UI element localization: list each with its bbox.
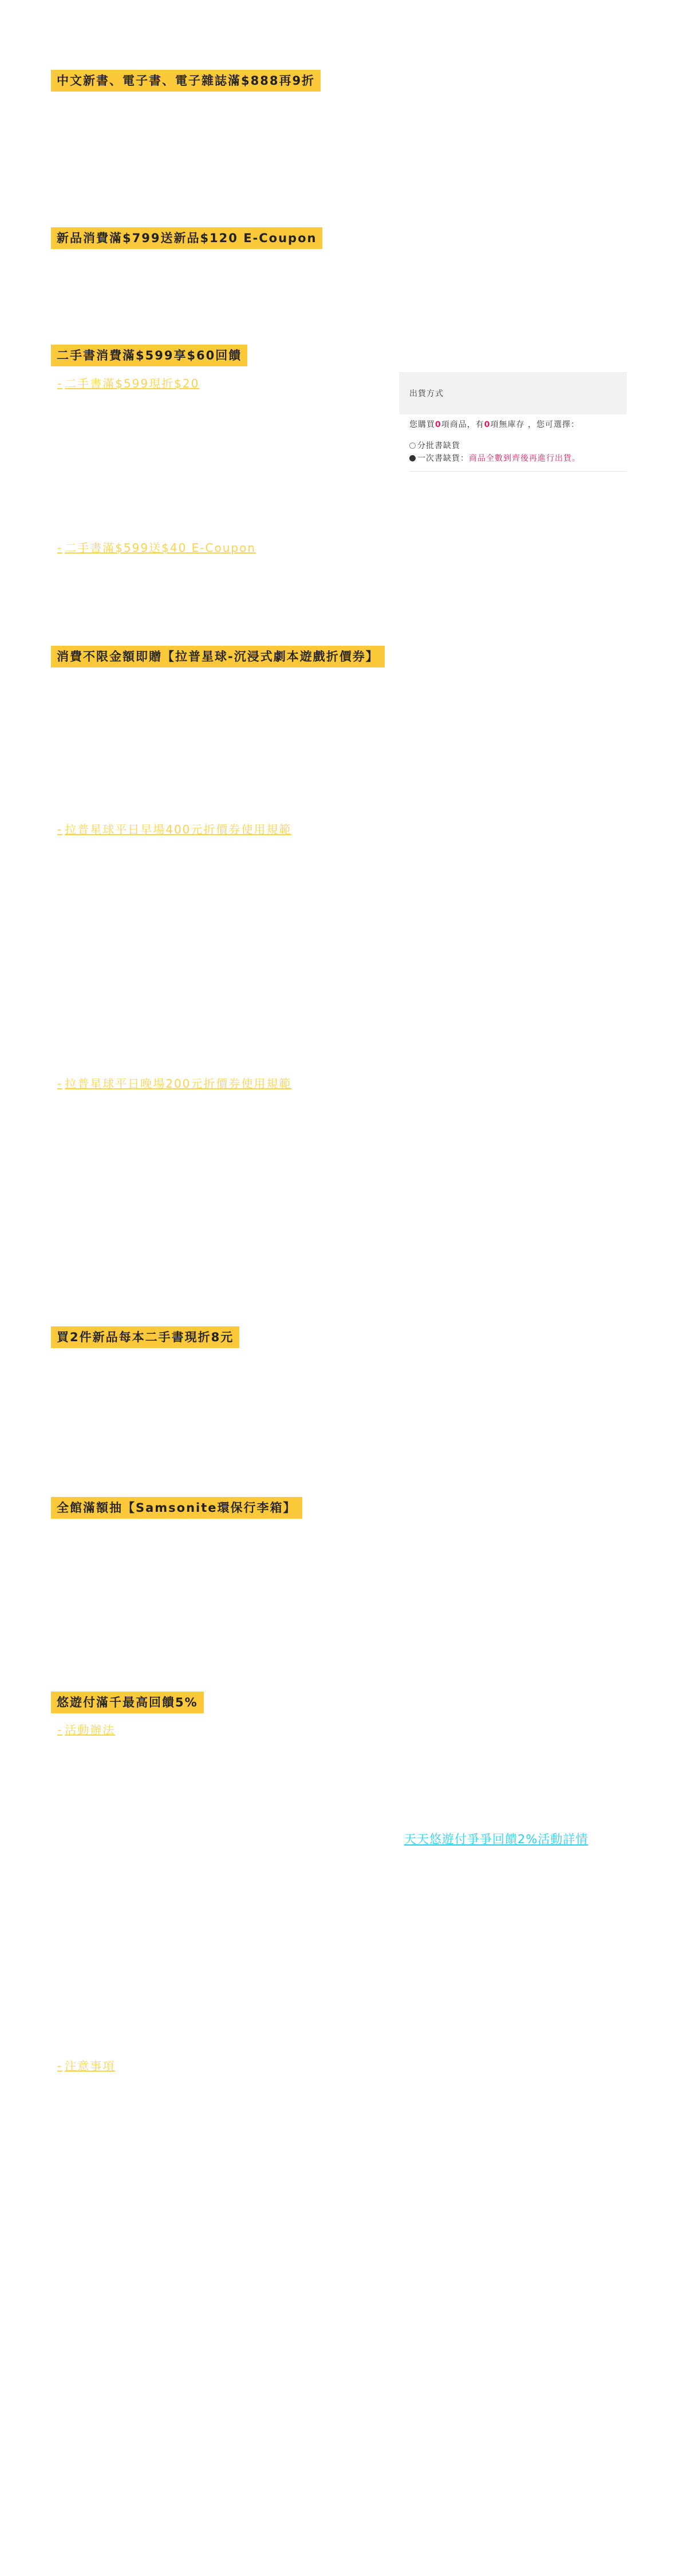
link-used-books-coupon[interactable] — [57, 539, 256, 555]
shipping-option-together[interactable] — [409, 452, 581, 464]
link-label: 注意事項 — [65, 2059, 116, 2073]
link-dash: - — [57, 823, 63, 836]
link-label: 二手書滿$599送$40 E-Coupon — [65, 541, 256, 555]
shipping-divider — [409, 471, 627, 472]
shipping-title: 出貨方式 — [409, 389, 444, 398]
shipping-panel-header — [399, 372, 627, 414]
link-dash: - — [57, 2059, 63, 2073]
link-dash: - — [57, 377, 63, 390]
promo-tag-rapu-planet-gift: 消費不限金額即贈【拉普星球-沉浸式劇本遊戲折價券】 — [51, 646, 385, 667]
link-label: 二手書滿$599現折$20 — [65, 377, 200, 390]
radio-selected-icon[interactable] — [409, 455, 416, 461]
desc-suffix: 項無庫存 ，您可選擇： — [490, 420, 579, 429]
radio-unselected-icon[interactable] — [409, 442, 416, 449]
link-dash: - — [57, 1077, 63, 1091]
desc-mid: 項商品，有 — [441, 420, 484, 429]
promo-tag-samsonite-draw: 全館滿額抽【Samsonite環保行李箱】 — [51, 1497, 302, 1519]
link-used-books-discount[interactable] — [57, 374, 199, 391]
desc-count-out-of-stock: 0 — [484, 420, 491, 429]
option-split-label: 分批書缺貨 — [417, 441, 460, 451]
shipping-method-panel — [399, 372, 627, 472]
promo-tag-new-books-discount: 中文新書、電子書、電子雜誌滿$888再9折 — [51, 70, 321, 92]
link-label: 活動辦法 — [65, 1723, 116, 1737]
link-label: 拉普星球平日晚場200元折價券使用規範 — [65, 1077, 292, 1091]
desc-count-items: 0 — [435, 420, 441, 429]
link-rapu-day-400[interactable] — [57, 820, 291, 837]
promo-tag-easywallet-rebate: 悠遊付滿千最高回饋5% — [51, 1692, 204, 1713]
link-notes[interactable] — [57, 2057, 115, 2073]
option-together-label: 一次書缺貨： — [417, 454, 469, 463]
shipping-description — [409, 418, 579, 430]
promo-tag-used-book-8-off: 買2件新品每本二手書現折8元 — [51, 1326, 239, 1348]
link-activity-rules[interactable] — [57, 1721, 115, 1737]
link-dash: - — [57, 1723, 63, 1737]
promo-tag-used-books-rebate: 二手書消費滿$599享$60回饋 — [51, 345, 247, 366]
link-label: 拉普星球平日早場400元折價券使用規範 — [65, 823, 292, 836]
promo-tag-new-coupon: 新品消費滿$799送新品$120 E-Coupon — [51, 227, 322, 249]
link-easywallet-details[interactable]: 天天悠遊付爭爭回饋2%活動詳情 — [404, 1832, 589, 1846]
link-rapu-night-200[interactable] — [57, 1074, 291, 1091]
option-together-hint: 商品全數到齊後再進行出貨。 — [469, 454, 581, 463]
link-dash: - — [57, 541, 63, 555]
desc-prefix: 您購買 — [409, 420, 435, 429]
shipping-option-split[interactable] — [409, 440, 460, 451]
